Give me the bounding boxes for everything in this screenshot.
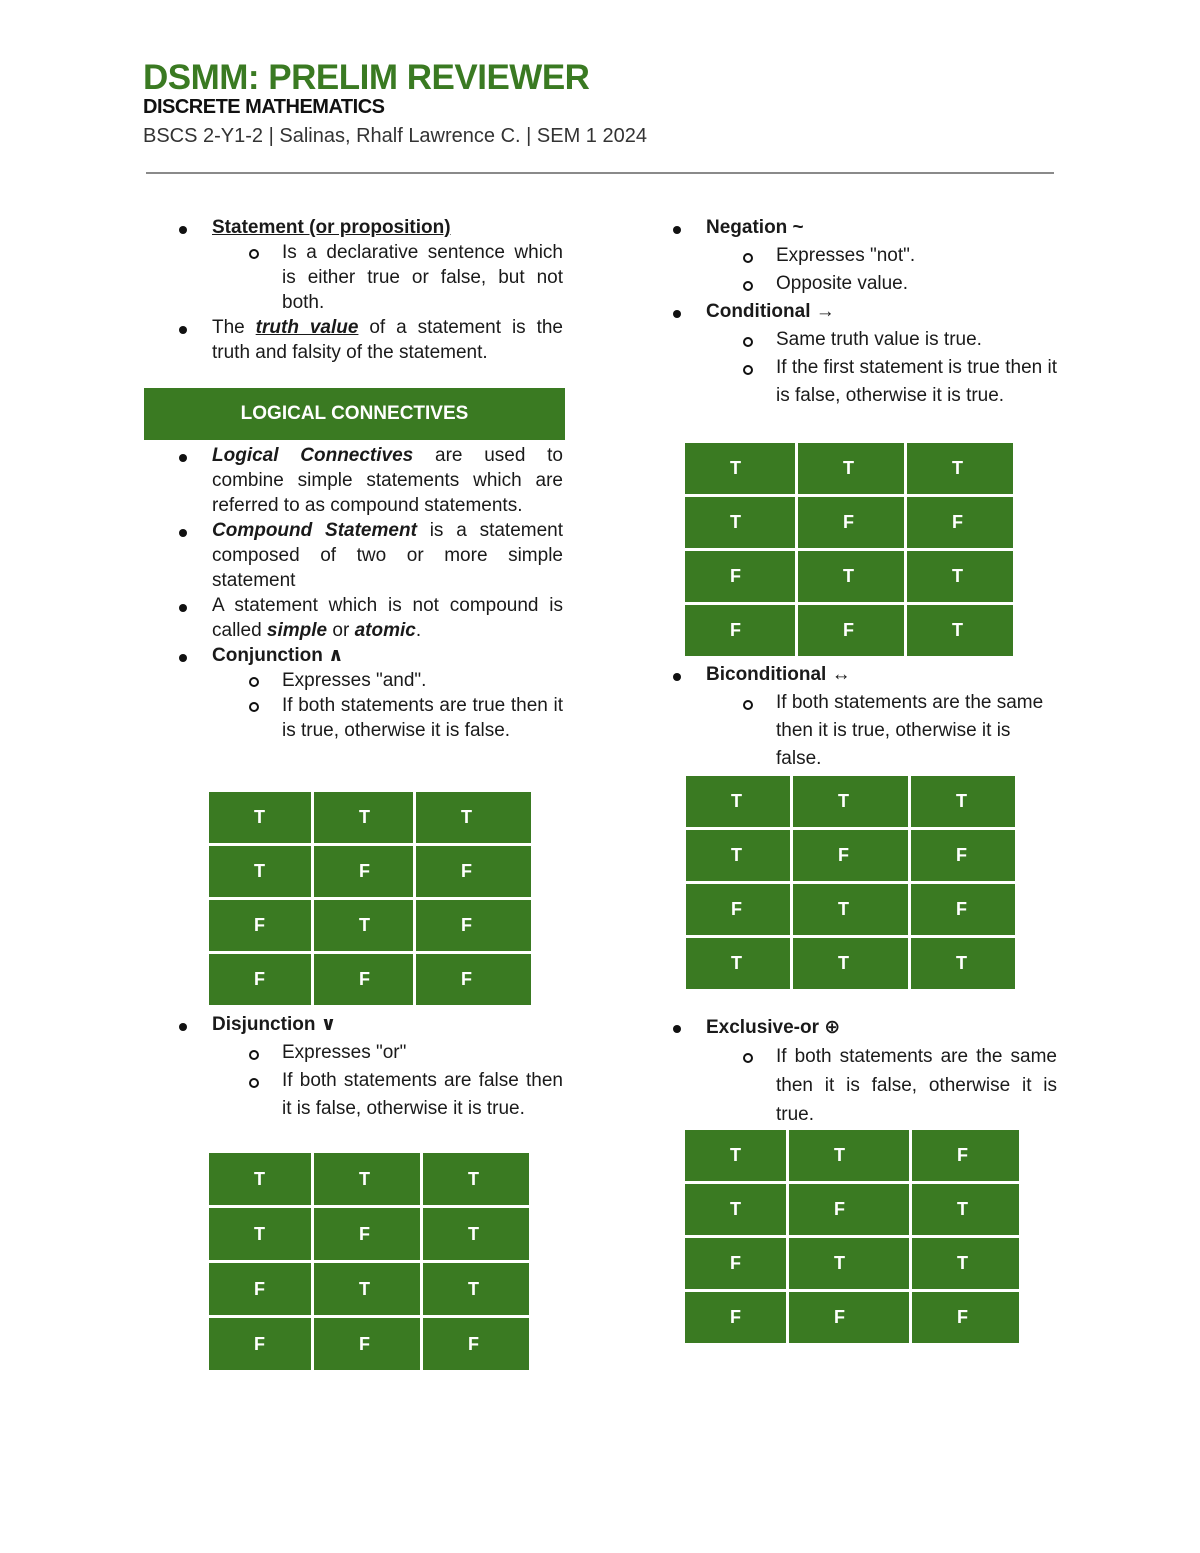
bullet-exclusive-or: [706, 1013, 1057, 1042]
bullet-conjunction: [212, 643, 563, 668]
truth-table-row: [209, 792, 531, 843]
truth-table-cell: T: [416, 792, 531, 843]
truth-table-cell: T: [209, 1153, 311, 1205]
right-column-biconditional: [706, 661, 1057, 773]
document-subtitle: DISCRETE MATHEMATICS: [143, 96, 385, 118]
truth-table-cell: F: [911, 884, 1015, 935]
tv-pre: The: [212, 317, 256, 338]
sub-neg-1: [776, 242, 1057, 270]
bullet-icon: [673, 226, 681, 234]
bullet-icon: [179, 604, 187, 612]
truth-table-row: [685, 1238, 1019, 1289]
negation-title: Negation ~: [706, 217, 804, 238]
sub-bullet-icon: [249, 249, 259, 259]
document-title: DSMM: PRELIM REVIEWER: [143, 58, 590, 97]
truth-table-row: [209, 954, 531, 1005]
truth-table-cell: F: [209, 1263, 311, 1315]
sub-cond-1: [776, 326, 1057, 354]
truth-table-cell: F: [912, 1292, 1019, 1343]
truth-table-row: [209, 846, 531, 897]
sub-bullet-icon: [743, 253, 753, 263]
lc-def: are used to combine simple statements which are referred to as compound statements.: [212, 445, 563, 516]
truth-table-cell: T: [907, 443, 1013, 494]
cond-sub2: If the first statement is true then it is false, otherwise it is true.: [776, 357, 1057, 406]
right-column-top: [706, 214, 1057, 410]
truth-table-row: [685, 1130, 1019, 1181]
sub-disj-2: [282, 1067, 563, 1123]
sub-bicond-1: [776, 689, 1057, 773]
bullet-icon: [179, 654, 187, 662]
truth-table-cell: F: [685, 551, 795, 602]
truth-table-cell: T: [685, 443, 795, 494]
truth-table-row: [686, 830, 1015, 881]
truth-table-row: [685, 605, 1013, 656]
truth-table-cell: F: [685, 605, 795, 656]
truth-table-cell: F: [685, 1238, 786, 1289]
truth-table-cell: F: [209, 954, 311, 1005]
truth-table-cell: T: [793, 884, 908, 935]
truth-table-cell: T: [314, 900, 413, 951]
disj-sub1: Expresses "or": [282, 1042, 407, 1063]
truth-table-cell: T: [798, 443, 904, 494]
sub-bullet-icon: [249, 677, 259, 687]
disj-sub2: If both statements are false then it is false, otherwise it is true.: [282, 1070, 563, 1119]
section-heading-logical-connectives: LOGICAL CONNECTIVES: [144, 388, 565, 440]
left-column-disjunction: [212, 1011, 563, 1123]
truth-table-row: [685, 497, 1013, 548]
conditional-title: Conditional →: [706, 301, 835, 322]
truth-table-cell: F: [209, 1318, 311, 1370]
bullet-icon: [179, 454, 187, 462]
bullet-negation: [706, 214, 1057, 242]
truth-table-cell: F: [686, 884, 790, 935]
truth-table-cell: T: [686, 938, 790, 989]
left-column-top: [212, 215, 563, 365]
statement-term: Statement (or proposition): [212, 217, 451, 238]
truth-table-cell: T: [686, 776, 790, 827]
truth-table-row: [209, 1318, 529, 1370]
bullet-compound-statement: [212, 518, 563, 593]
truth-table-cell: T: [685, 1184, 786, 1235]
simple-mid: or: [327, 620, 355, 641]
cs-term: Compound Statement: [212, 520, 417, 541]
conj-sub2: If both statements are true then it is true, otherwise it is false.: [282, 695, 563, 741]
truth-table-cell: T: [793, 776, 908, 827]
truth-table-cell: T: [789, 1130, 909, 1181]
truth-table-cell: F: [793, 830, 908, 881]
truth-table-cell: F: [911, 830, 1015, 881]
truth-table-cell: T: [911, 776, 1015, 827]
truth-table-cell: T: [209, 792, 311, 843]
truth-table-cell: T: [685, 497, 795, 548]
sub-statement-def: [282, 240, 563, 315]
conjunction-truth-table: [206, 789, 534, 1008]
sub-bullet-icon: [743, 1053, 753, 1063]
sub-bullet-icon: [743, 281, 753, 291]
truth-table-cell: T: [907, 605, 1013, 656]
truth-table-cell: T: [423, 1263, 529, 1315]
truth-table-cell: T: [314, 1263, 420, 1315]
truth-table-cell: T: [912, 1238, 1019, 1289]
document-meta: BSCS 2-Y1-2 | Salinas, Rhalf Lawrence C. | SEM 1 2024: [143, 125, 647, 147]
truth-value-term: truth value: [255, 317, 359, 338]
truth-table-cell: T: [209, 846, 311, 897]
truth-table-cell: T: [685, 1130, 786, 1181]
bullet-icon: [179, 226, 187, 234]
simple-end: .: [415, 620, 422, 641]
bullet-logical-connectives: [212, 443, 563, 518]
truth-table-row: [685, 443, 1013, 494]
truth-table-cell: F: [907, 497, 1013, 548]
sub-conj-2: [282, 693, 563, 743]
cond-sub1: Same truth value is true.: [776, 329, 982, 350]
bullet-biconditional: [706, 661, 1057, 689]
sub-disj-1: [282, 1039, 563, 1067]
truth-table-cell: T: [911, 938, 1015, 989]
cs-def: is a statement composed of two or more simple statement: [212, 520, 563, 591]
truth-table-cell: T: [423, 1208, 529, 1260]
truth-table-row: [209, 1263, 529, 1315]
truth-table-cell: F: [789, 1184, 909, 1235]
right-column-xor: [706, 1013, 1057, 1129]
header-divider: [146, 172, 1054, 174]
biconditional-title: Biconditional ↔: [706, 664, 851, 685]
exclusive-or-truth-table: [682, 1127, 1022, 1346]
bullet-icon: [673, 310, 681, 318]
neg-sub1: Expresses "not".: [776, 245, 916, 266]
simple-pre: A statement which is not compound is called: [212, 595, 563, 641]
truth-table-cell: F: [416, 900, 531, 951]
truth-table-cell: F: [314, 954, 413, 1005]
bullet-conditional: [706, 298, 1057, 326]
truth-table-cell: T: [793, 938, 908, 989]
biconditional-truth-table: [683, 773, 1018, 992]
truth-table-cell: F: [209, 900, 311, 951]
truth-table-cell: F: [685, 1292, 786, 1343]
truth-table-cell: T: [209, 1208, 311, 1260]
truth-table-cell: T: [789, 1238, 909, 1289]
truth-table-cell: T: [907, 551, 1013, 602]
truth-table-cell: F: [423, 1318, 529, 1370]
truth-table-row: [685, 1184, 1019, 1235]
sub-bullet-icon: [249, 702, 259, 712]
disjunction-truth-table: [206, 1150, 532, 1373]
lc-term: Logical Connectives: [212, 445, 414, 466]
bullet-icon: [179, 1023, 187, 1031]
bullet-icon: [179, 529, 187, 537]
sub-conj-1: [282, 668, 563, 693]
simple-term: simple: [266, 620, 328, 641]
sub-bullet-icon: [743, 700, 753, 710]
truth-table-cell: T: [686, 830, 790, 881]
truth-table-row: [686, 884, 1015, 935]
bullet-statement: [212, 215, 563, 240]
truth-table-cell: F: [416, 954, 531, 1005]
conj-sub1: Expresses "and".: [282, 670, 427, 691]
exclusive-or-title: Exclusive-or ⊕: [706, 1017, 841, 1038]
truth-table-cell: T: [314, 792, 413, 843]
bullet-icon: [673, 673, 681, 681]
bullet-icon: [673, 1025, 681, 1033]
sub-bullet-icon: [249, 1078, 259, 1088]
truth-table-cell: T: [798, 551, 904, 602]
truth-table-cell: F: [314, 846, 413, 897]
bullet-icon: [179, 326, 187, 334]
truth-table-row: [685, 551, 1013, 602]
sub-cond-2: [776, 354, 1057, 410]
conjunction-title: Conjunction ∧: [212, 645, 344, 666]
truth-table-cell: T: [912, 1184, 1019, 1235]
bullet-simple-atomic: [212, 593, 563, 643]
truth-table-row: [209, 1208, 529, 1260]
xor-sub1: If both statements are the same then it is false, otherwise it is true.: [776, 1046, 1057, 1125]
sub-bullet-icon: [249, 1050, 259, 1060]
truth-table-row: [686, 776, 1015, 827]
truth-table-row: [685, 1292, 1019, 1343]
disjunction-title: Disjunction ∨: [212, 1014, 337, 1035]
truth-table-cell: F: [798, 497, 904, 548]
truth-table-cell: T: [423, 1153, 529, 1205]
atomic-term: atomic: [354, 620, 416, 641]
truth-table-row: [209, 900, 531, 951]
conditional-truth-table: [682, 440, 1016, 659]
sub-xor-1: [776, 1042, 1057, 1129]
statement-def: Is a declarative sentence which is either true or false, but not both.: [282, 242, 563, 313]
truth-table-cell: F: [789, 1292, 909, 1343]
neg-sub2: Opposite value.: [776, 273, 909, 294]
truth-table-row: [209, 1153, 529, 1205]
truth-table-cell: F: [912, 1130, 1019, 1181]
bullet-disjunction: [212, 1011, 563, 1039]
bicond-sub1: If both statements are the same then it is true, otherwise it is false.: [776, 692, 1044, 769]
sub-bullet-icon: [743, 365, 753, 375]
tv-post: of a statement is the truth and falsity of the statement.: [212, 317, 564, 363]
truth-table-cell: F: [416, 846, 531, 897]
truth-table-cell: F: [314, 1318, 420, 1370]
truth-table-cell: F: [314, 1208, 420, 1260]
truth-table-row: [686, 938, 1015, 989]
bullet-truth-value: [212, 315, 563, 365]
truth-table-cell: T: [314, 1153, 420, 1205]
truth-table-cell: F: [798, 605, 904, 656]
left-column-main: [212, 443, 563, 743]
sub-bullet-icon: [743, 337, 753, 347]
sub-neg-2: [776, 270, 1057, 298]
